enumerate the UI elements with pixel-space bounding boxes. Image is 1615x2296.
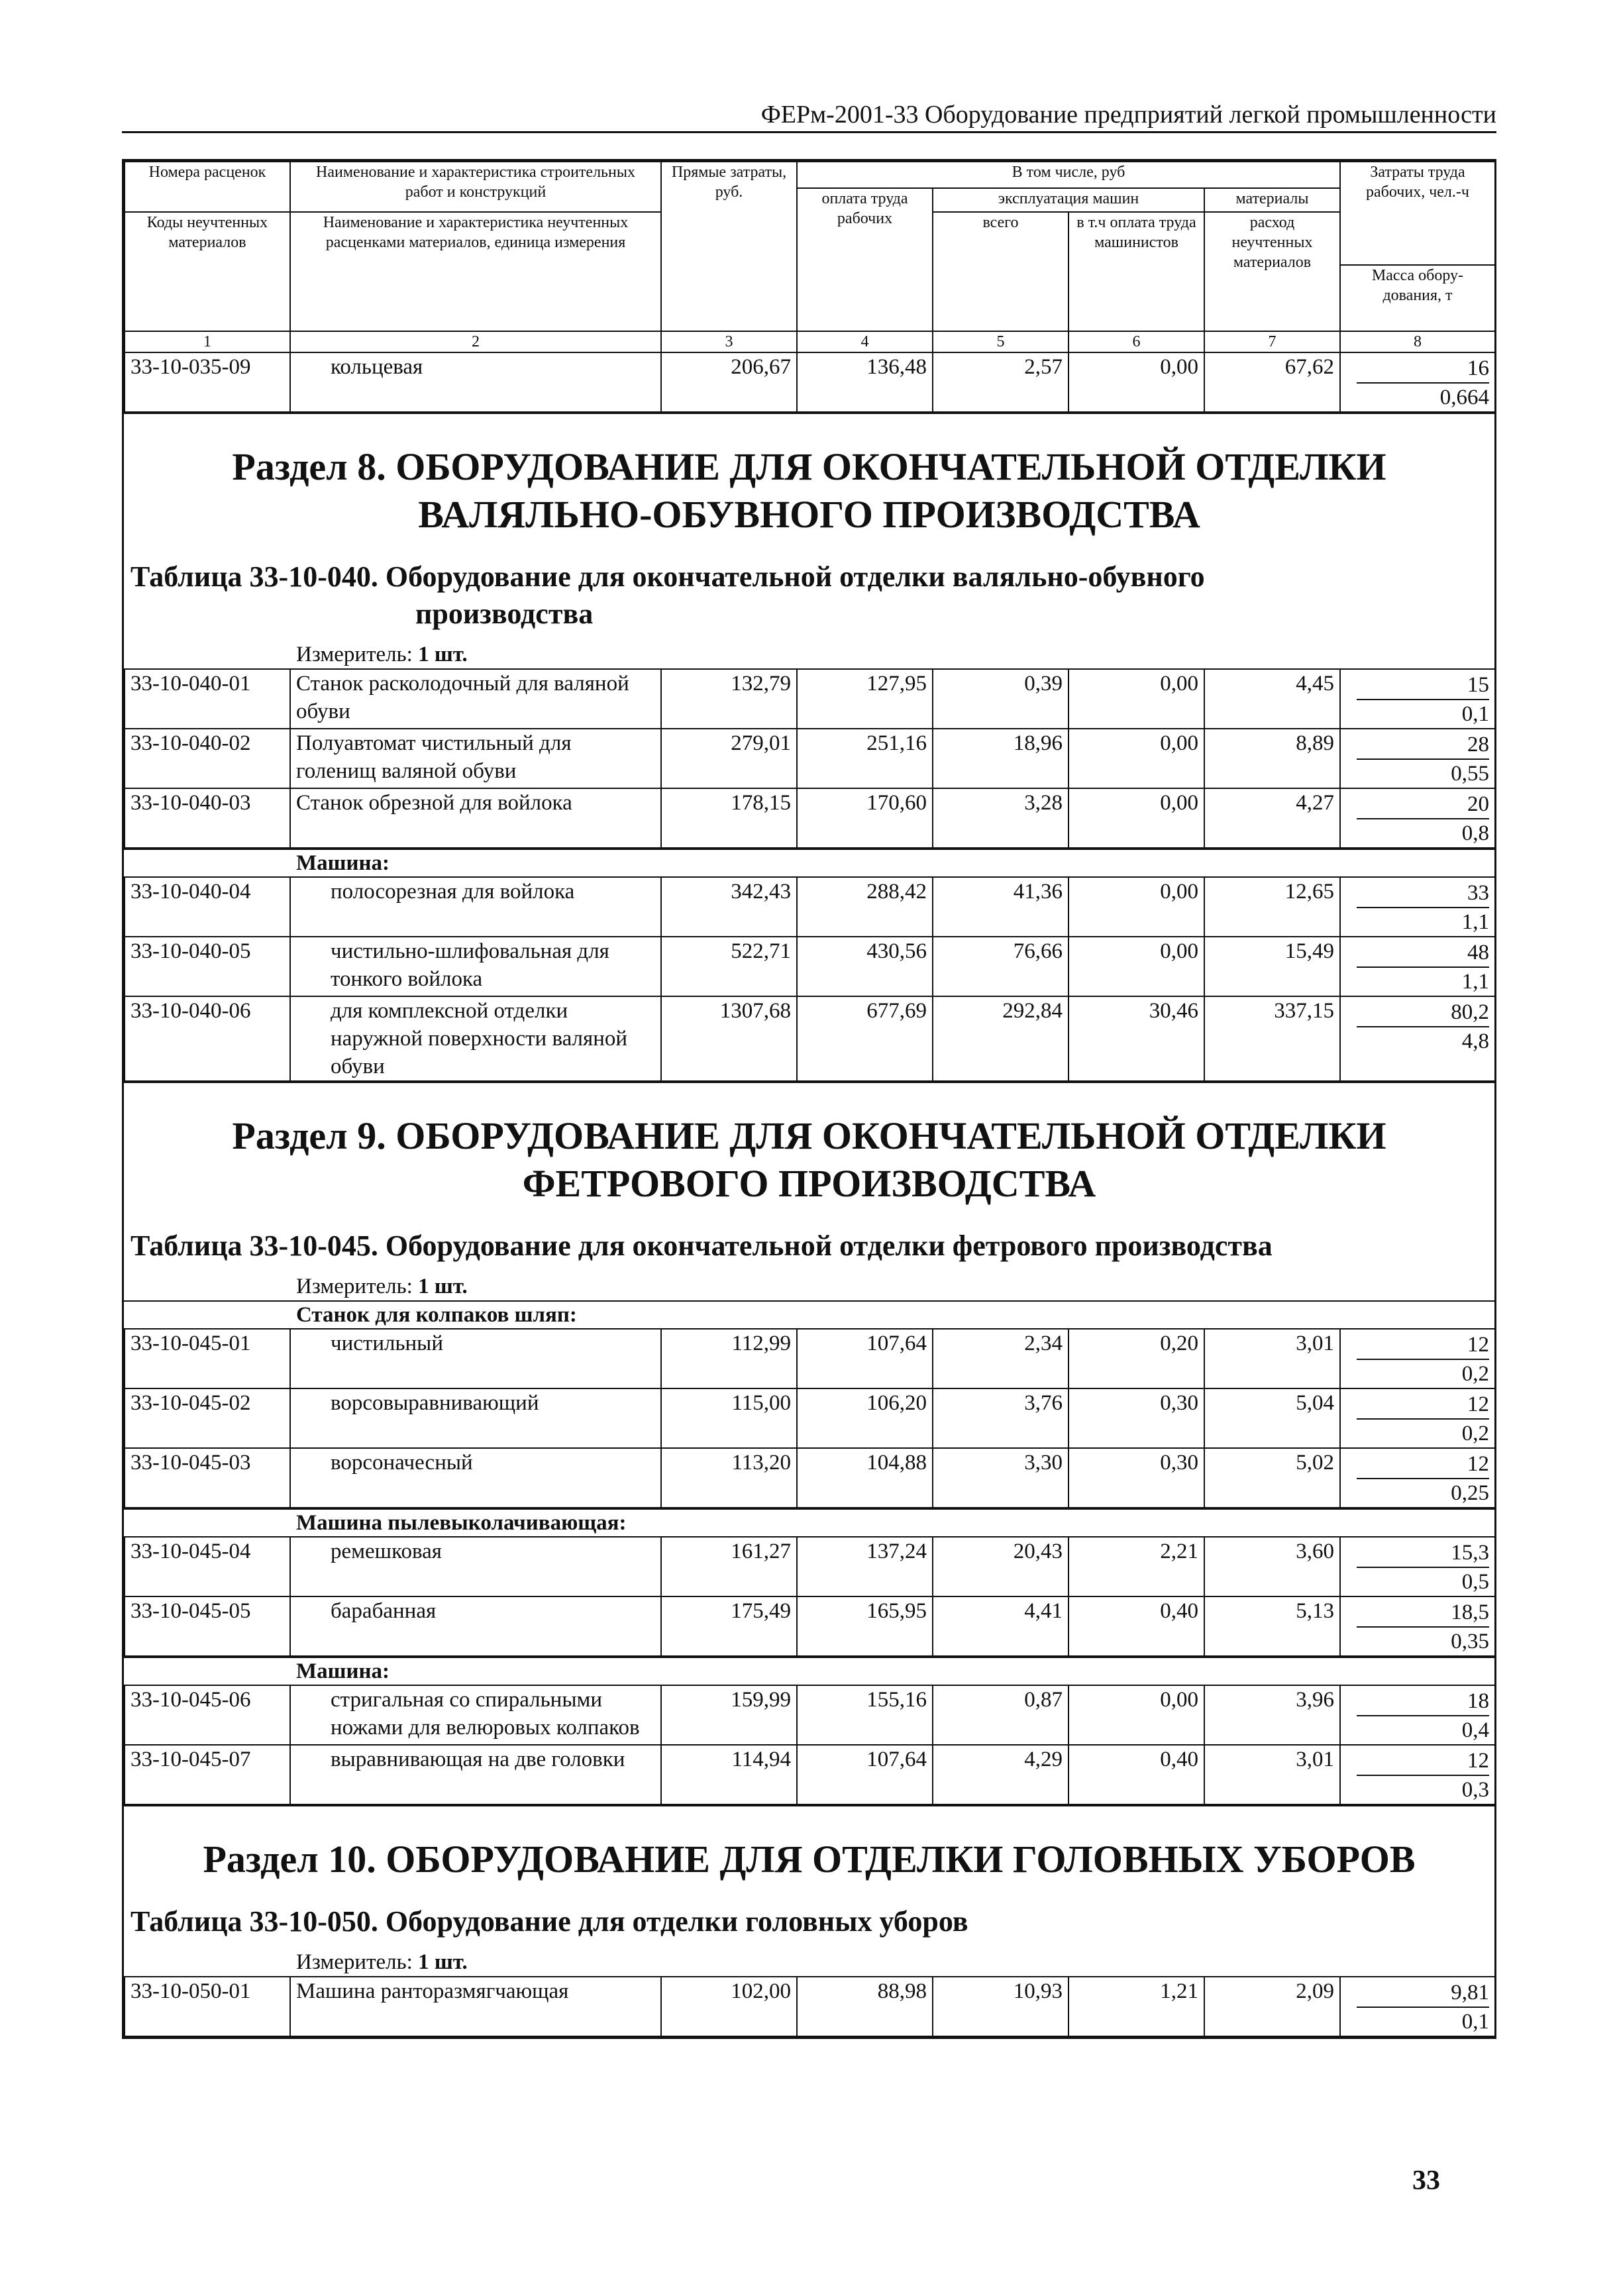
row-mass: 0,3 xyxy=(1461,1778,1489,1802)
row-name: полосорезная для войлока xyxy=(290,877,661,937)
row-labor-hours: 18,5 xyxy=(1357,1598,1489,1628)
row-machines: 2,34 xyxy=(933,1329,1068,1388)
row-materials: 3,01 xyxy=(1204,1745,1340,1804)
row-code: 33-10-045-06 xyxy=(125,1685,290,1745)
col8-top-header: Затраты труда рабочих, чел.-ч xyxy=(1340,162,1495,265)
row-code: 33-10-040-01 xyxy=(125,669,290,729)
col-number: 5 xyxy=(933,331,1068,352)
row-direct: 112,99 xyxy=(661,1329,797,1388)
row-labor-hours: 12 xyxy=(1357,1331,1489,1360)
row-operators: 0,00 xyxy=(1068,937,1204,996)
table-row xyxy=(125,996,1495,1081)
row-name: ремешковая xyxy=(290,1537,661,1596)
row-code: 33-10-040-06 xyxy=(125,996,290,1081)
row-labor: 677,69 xyxy=(797,996,933,1081)
row-machines: 3,28 xyxy=(933,788,1068,848)
row-mass: 0,25 xyxy=(1451,1481,1489,1505)
group-header: В том числе, руб xyxy=(797,162,1340,188)
row-direct: 161,27 xyxy=(661,1537,797,1596)
row-labor: 107,64 xyxy=(797,1329,933,1388)
section-10-title: Раздел 10. ОБОРУДОВАНИЕ ДЛЯ ОТДЕЛКИ ГОЛОВНЫХ УБОРОВ xyxy=(203,1838,1416,1881)
row-mass: 0,35 xyxy=(1451,1630,1489,1653)
col7-header: расход неучтенных материалов xyxy=(1204,212,1340,331)
table-row xyxy=(125,1745,1495,1804)
row-labor-hours: 12 xyxy=(1357,1390,1489,1420)
table-row xyxy=(125,877,1495,937)
row-code: 33-10-040-02 xyxy=(125,729,290,788)
table-33-10-045-b xyxy=(124,1536,1496,1657)
row-labor: 106,20 xyxy=(797,1388,933,1448)
unit-label: Измеритель: 1 шт. xyxy=(296,1275,468,1298)
row-materials: 12,65 xyxy=(1204,877,1340,937)
row-materials: 3,60 xyxy=(1204,1537,1340,1596)
table-33-10-045-title: Таблица 33-10-045. Оборудование для окончательной отделки фетрового производства xyxy=(130,1229,1273,1262)
row-code: 33-10-045-07 xyxy=(125,1745,290,1804)
row-machines: 20,43 xyxy=(933,1537,1068,1596)
row-materials: 5,13 xyxy=(1204,1596,1340,1656)
col1-bottom-header: Коды неучтенных материалов xyxy=(125,212,290,331)
row-labor-hours: 48 xyxy=(1357,939,1489,968)
row-operators: 0,00 xyxy=(1068,729,1204,788)
row-labor: 107,64 xyxy=(797,1745,933,1804)
row-labor-hours: 33 xyxy=(1357,879,1489,908)
document-table xyxy=(122,159,1496,2039)
row-operators: 0,30 xyxy=(1068,1388,1204,1448)
group-label: Машина: xyxy=(124,849,1494,876)
row-mass: 0,2 xyxy=(1461,1362,1489,1386)
materials-header: материалы xyxy=(1204,188,1340,212)
row-operators: 0,00 xyxy=(1068,1685,1204,1745)
group-label: Станок для колпаков шляп: xyxy=(124,1300,1494,1328)
row-name: чистильный xyxy=(290,1329,661,1388)
row-direct: 342,43 xyxy=(661,877,797,937)
row-operators: 0,00 xyxy=(1068,788,1204,848)
table-row xyxy=(125,1537,1495,1596)
table-row xyxy=(125,788,1495,848)
row-labor: 165,95 xyxy=(797,1596,933,1656)
row-labor-hours: 15,3 xyxy=(1357,1539,1489,1568)
table-row xyxy=(125,1596,1495,1656)
table-row xyxy=(125,1329,1495,1388)
row-name: ворсовыравнивающий xyxy=(290,1388,661,1448)
table-row xyxy=(125,1977,1495,2036)
unit-label: Измеритель: 1 шт. xyxy=(296,1950,468,1974)
row-labor: 136,48 xyxy=(797,352,933,412)
row-machines: 10,93 xyxy=(933,1977,1068,2036)
table-row xyxy=(125,669,1495,729)
row-operators: 0,20 xyxy=(1068,1329,1204,1388)
row-labor: 288,42 xyxy=(797,877,933,937)
row-name: кольцевая xyxy=(290,352,661,412)
row-operators: 30,46 xyxy=(1068,996,1204,1081)
col5-header: всего xyxy=(933,212,1068,331)
row-labor: 251,16 xyxy=(797,729,933,788)
row-mass: 0,55 xyxy=(1451,762,1489,786)
group-label: Машина: xyxy=(124,1657,1494,1685)
row-labor: 430,56 xyxy=(797,937,933,996)
row-labor: 170,60 xyxy=(797,788,933,848)
col-number: 4 xyxy=(797,331,933,352)
machines-header: эксплуатация машин xyxy=(933,188,1204,212)
row-labor-hours: 12 xyxy=(1357,1747,1489,1776)
row-labor: 137,24 xyxy=(797,1537,933,1596)
page-header: ФЕРм-2001-33 Оборудование предприятий легкой промышленности xyxy=(122,98,1496,133)
col-number: 1 xyxy=(125,331,290,352)
row-materials: 3,96 xyxy=(1204,1685,1340,1745)
table-row xyxy=(125,352,1495,412)
table-header xyxy=(124,161,1496,413)
row-materials: 4,45 xyxy=(1204,669,1340,729)
table-33-10-040-machines xyxy=(124,876,1496,1082)
table-row xyxy=(125,937,1495,996)
row-name: Станок обрезной для войлока xyxy=(290,788,661,848)
col-number: 8 xyxy=(1340,331,1495,352)
col4-header: оплата труда рабочих xyxy=(797,188,933,331)
row-materials: 5,02 xyxy=(1204,1448,1340,1508)
row-mass: 0,4 xyxy=(1461,1718,1489,1742)
row-machines: 3,76 xyxy=(933,1388,1068,1448)
row-code: 33-10-040-04 xyxy=(125,877,290,937)
row-operators: 0,40 xyxy=(1068,1596,1204,1656)
row-operators: 0,00 xyxy=(1068,352,1204,412)
row-labor-hours: 16 xyxy=(1357,354,1489,384)
row-mass: 0,664 xyxy=(1439,386,1489,409)
row-direct: 206,67 xyxy=(661,352,797,412)
row-machines: 3,30 xyxy=(933,1448,1068,1508)
row-machines: 0,39 xyxy=(933,669,1068,729)
row-direct: 132,79 xyxy=(661,669,797,729)
row-code: 33-10-040-03 xyxy=(125,788,290,848)
col2-top-header: Наименование и характеристика строительных работ и конструкций xyxy=(290,162,661,212)
row-machines: 76,66 xyxy=(933,937,1068,996)
row-name: выравнивающая на две головки xyxy=(290,1745,661,1804)
row-labor: 127,95 xyxy=(797,669,933,729)
row-direct: 522,71 xyxy=(661,937,797,996)
row-operators: 0,00 xyxy=(1068,877,1204,937)
row-direct: 178,15 xyxy=(661,788,797,848)
row-name: барабанная xyxy=(290,1596,661,1656)
row-materials: 3,01 xyxy=(1204,1329,1340,1388)
row-name: Полуавтомат чистильный для голенищ валяной обуви xyxy=(290,729,661,788)
col-number: 2 xyxy=(290,331,661,352)
row-code: 33-10-050-01 xyxy=(125,1977,290,2036)
row-code: 33-10-045-01 xyxy=(125,1329,290,1388)
row-labor: 155,16 xyxy=(797,1685,933,1745)
row-code: 33-10-035-09 xyxy=(125,352,290,412)
row-machines: 4,29 xyxy=(933,1745,1068,1804)
section-8-title: Раздел 8. ОБОРУДОВАНИЕ ДЛЯ ОКОНЧАТЕЛЬНОЙ ОТДЕЛКИ ВАЛЯЛЬНО-ОБУВНОГО ПРОИЗВОДСТВА xyxy=(232,445,1386,536)
col2-bottom-header: Наименование и характеристика неучтенных расценками материалов, единица измерения xyxy=(290,212,661,331)
row-materials: 4,27 xyxy=(1204,788,1340,848)
row-mass: 0,2 xyxy=(1461,1422,1489,1445)
row-direct: 114,94 xyxy=(661,1745,797,1804)
row-labor: 88,98 xyxy=(797,1977,933,2036)
table-33-10-040-title: Таблица 33-10-040. Оборудование для окончательной отделки валяльно-обувного производства xyxy=(130,560,1205,630)
row-mass: 0,8 xyxy=(1461,821,1489,845)
row-name: Станок расколодочный для валяной обуви xyxy=(290,669,661,729)
col-number: 6 xyxy=(1068,331,1204,352)
row-direct: 175,49 xyxy=(661,1596,797,1656)
row-direct: 159,99 xyxy=(661,1685,797,1745)
row-labor-hours: 12 xyxy=(1357,1450,1489,1479)
col3-header: Прямые затраты, руб. xyxy=(661,162,797,331)
row-machines: 292,84 xyxy=(933,996,1068,1081)
col8-bottom-header: Масса обору-дования, т xyxy=(1340,265,1495,331)
row-code: 33-10-045-04 xyxy=(125,1537,290,1596)
row-mass: 4,8 xyxy=(1461,1029,1489,1053)
row-materials: 2,09 xyxy=(1204,1977,1340,2036)
row-name: чистильно-шлифовальная для тонкого войлока xyxy=(290,937,661,996)
table-33-10-050-title: Таблица 33-10-050. Оборудование для отделки головных уборов xyxy=(130,1905,968,1938)
row-materials: 337,15 xyxy=(1204,996,1340,1081)
row-labor: 104,88 xyxy=(797,1448,933,1508)
col1-top-header: Номера расценок xyxy=(125,162,290,212)
table-33-10-045-c xyxy=(124,1685,1496,1805)
page-number: 33 xyxy=(1412,2166,1440,2196)
row-operators: 0,40 xyxy=(1068,1745,1204,1804)
row-materials: 8,89 xyxy=(1204,729,1340,788)
row-code: 33-10-045-05 xyxy=(125,1596,290,1656)
row-direct: 279,01 xyxy=(661,729,797,788)
row-operators: 0,30 xyxy=(1068,1448,1204,1508)
row-code: 33-10-045-02 xyxy=(125,1388,290,1448)
row-mass: 0,5 xyxy=(1461,1570,1489,1594)
row-labor-hours: 28 xyxy=(1357,731,1489,760)
row-direct: 115,00 xyxy=(661,1388,797,1448)
row-name: Машина ранторазмягчающая xyxy=(290,1977,661,2036)
col-number: 3 xyxy=(661,331,797,352)
section-9-title: Раздел 9. ОБОРУДОВАНИЕ ДЛЯ ОКОНЧАТЕЛЬНОЙ ОТДЕЛКИ ФЕТРОВОГО ПРОИЗВОДСТВА xyxy=(232,1114,1386,1205)
row-labor-hours: 9,81 xyxy=(1357,1979,1489,2008)
row-labor-hours: 80,2 xyxy=(1357,998,1489,1027)
table-row xyxy=(125,1388,1495,1448)
row-name: для комплексной отделки наружной поверхности валяной обуви xyxy=(290,996,661,1081)
row-labor-hours: 15 xyxy=(1357,671,1489,700)
table-33-10-045-a xyxy=(124,1328,1496,1508)
table-33-10-050 xyxy=(124,1976,1496,2037)
row-code: 33-10-040-05 xyxy=(125,937,290,996)
row-labor-hours: 18 xyxy=(1357,1687,1489,1716)
row-machines: 41,36 xyxy=(933,877,1068,937)
row-machines: 2,57 xyxy=(933,352,1068,412)
row-operators: 2,21 xyxy=(1068,1537,1204,1596)
row-code: 33-10-045-03 xyxy=(125,1448,290,1508)
row-materials: 15,49 xyxy=(1204,937,1340,996)
row-mass: 0,1 xyxy=(1461,702,1489,726)
row-materials: 67,62 xyxy=(1204,352,1340,412)
table-row xyxy=(125,729,1495,788)
row-labor-hours: 20 xyxy=(1357,790,1489,819)
table-row xyxy=(125,1448,1495,1508)
group-label: Машина пылевыколачивающая: xyxy=(124,1508,1494,1536)
table-33-10-040 xyxy=(124,668,1496,849)
table-row xyxy=(125,1685,1495,1745)
row-operators: 1,21 xyxy=(1068,1977,1204,2036)
row-materials: 5,04 xyxy=(1204,1388,1340,1448)
row-name: стригальная со спиральными ножами для велюровых колпаков xyxy=(290,1685,661,1745)
col6-header: в т.ч оплата труда машинистов xyxy=(1068,212,1204,331)
col-number: 7 xyxy=(1204,331,1340,352)
row-mass: 1,1 xyxy=(1461,910,1489,934)
row-machines: 0,87 xyxy=(933,1685,1068,1745)
row-direct: 102,00 xyxy=(661,1977,797,2036)
row-machines: 18,96 xyxy=(933,729,1068,788)
row-direct: 1307,68 xyxy=(661,996,797,1081)
row-mass: 1,1 xyxy=(1461,970,1489,994)
row-machines: 4,41 xyxy=(933,1596,1068,1656)
row-mass: 0,1 xyxy=(1461,2010,1489,2034)
row-operators: 0,00 xyxy=(1068,669,1204,729)
unit-label: Измеритель: 1 шт. xyxy=(296,643,468,666)
row-direct: 113,20 xyxy=(661,1448,797,1508)
row-name: ворсоначесный xyxy=(290,1448,661,1508)
